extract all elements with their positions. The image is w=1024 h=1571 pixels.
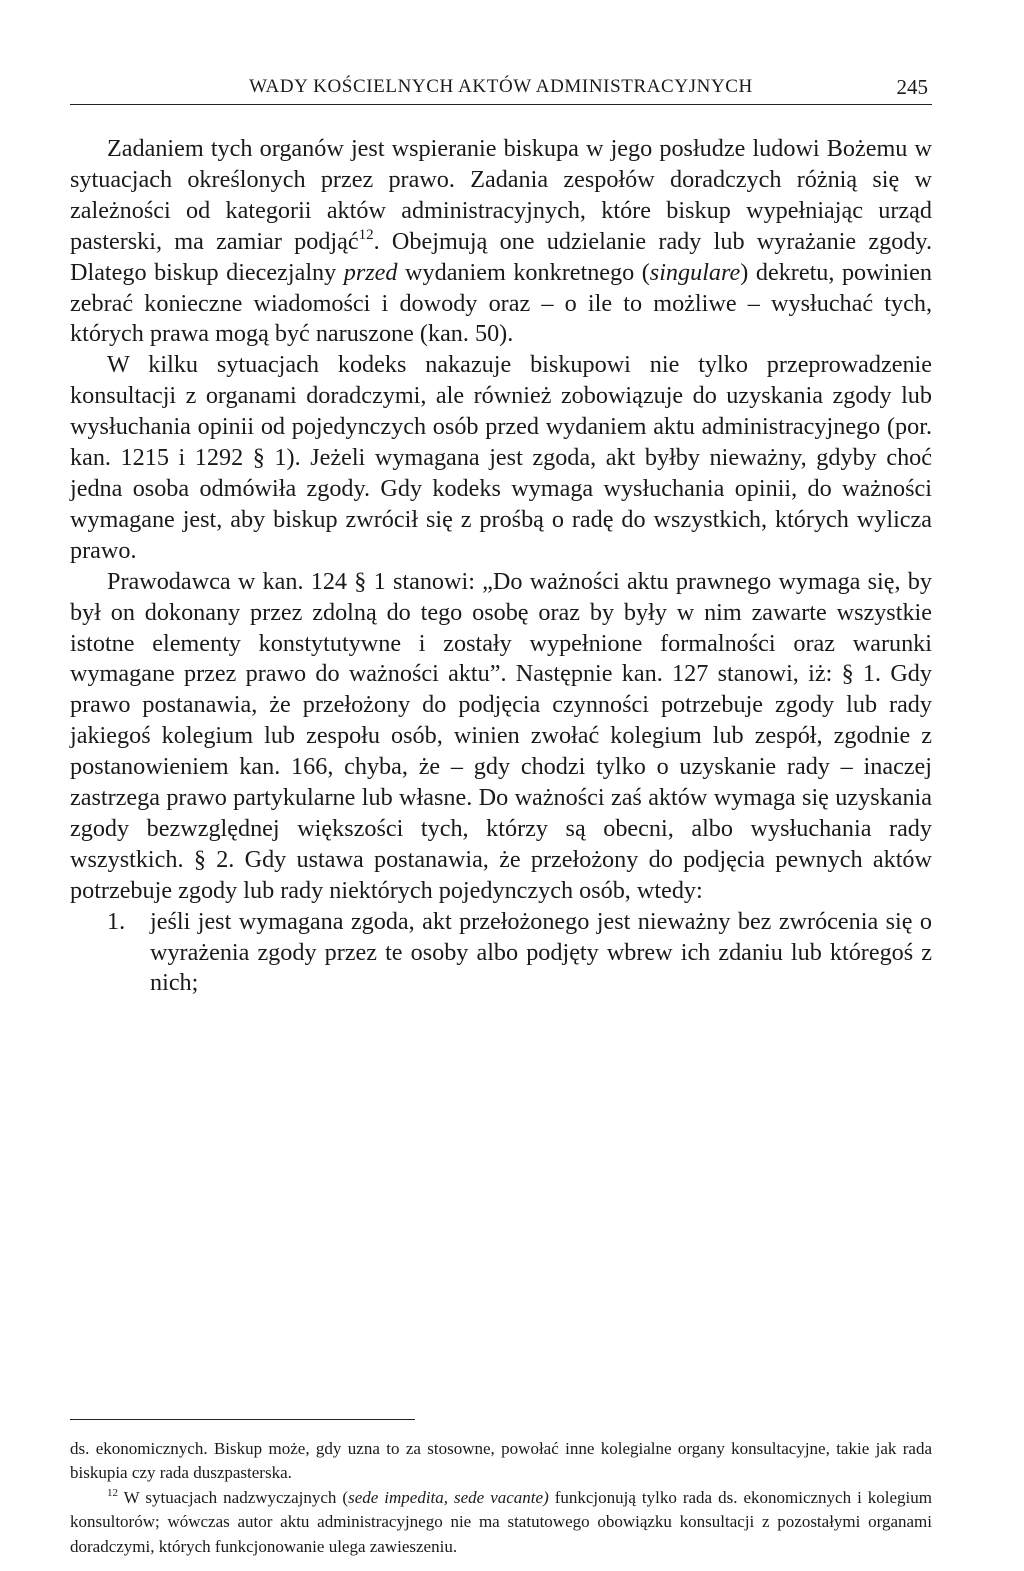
text-run: Zadaniem tych organów jest wspieranie biskupa w jego posłudze ludowi Bożemu w sytuacjach określonych przez prawo. Zadania zespołów doradczych różnią się w zależności od kategorii aktów administracyjnych, które biskup wypełniając urząd pasterski, ma zamiar podjąć <box>70 135 932 255</box>
footnote-continuation: ds. ekonomicznych. Biskup może, gdy uzna to za stosowne, powołać inne kolegialne organy konsultacyjne, takie jak rada biskupia czy rada duszpasterska. <box>70 1439 932 1483</box>
running-title: WADY KOŚCIELNYCH AKTÓW ADMINISTRACYJNYCH <box>249 76 753 97</box>
italic-term-przed: przed <box>343 258 398 286</box>
paragraph-1 <box>70 134 932 350</box>
text-run: funkcjonują tylko rada ds. ekonomicznych i kolegium konsultorów; wówczas autor aktu administracyjnego nie ma statutowego obowiązku konsultacji z pozostałymi organami doradczymi, których funkcjonowanie ulega zawieszeniu. <box>70 1487 933 1556</box>
footnotes <box>70 1437 932 1559</box>
running-head <box>70 74 932 105</box>
italic-terms: sede impedita, sede vacante) <box>348 1487 549 1507</box>
footnote-12 <box>70 1486 932 1559</box>
main-text <box>70 134 932 999</box>
footnote-mark-12: 12 <box>107 1486 118 1499</box>
text-run: . Obejmują one udzielanie rady lub wyrażanie zgody. Dlatego biskup diecezjalny <box>70 227 933 286</box>
footnote-ref-12: 12 <box>358 226 374 243</box>
paragraph-3: Prawodawca w kan. 124 § 1 stanowi: „Do ważności aktu prawnego wymaga się, by był on dokonany przez zdolną do tego osobę oraz by były w nim zawarte wszystkie istotne elementy konstytutywne i zostały wypełnione formalności oraz warunki wymagane przez prawo do ważności aktu”. Następnie kan. 127 stanowi, iż: § 1. Gdy prawo postanawia, że przełożony do podjęcia czynności potrzebuje zgody lub rady jakiegoś kolegium lub zespołu osób, winien zwołać kolegium lub zespół, zgodnie z postanowieniem kan. 166, chyba, że – gdy chodzi tylko o uzyskanie rady – inaczej zastrzega prawo partykularne lub własne. Do ważności zaś aktów wymaga się uzyskania zgody bezwzględnej większości tych, którzy są obecni, albo wysłuchania rady wszystkich. § 2. Gdy ustawa postanawia, że przełożony do podjęcia pewnych aktów potrzebuje zgody lub rady niektórych pojedynczych osób, wtedy: <box>70 567 932 904</box>
text-run: ) dekretu, powinien zebrać konieczne wiadomości i dowody oraz – o ile to możliwe – wysłuchać tych, których prawa mogą być naruszone (kan. 50). <box>70 258 932 348</box>
list-item-1 <box>70 907 932 1000</box>
list-item-text: jeśli jest wymagana zgoda, akt przełożonego jest nieważny bez zwrócenia się o wyrażenia zgody przez te osoby albo podjęty wbrew ich zdaniu lub któregoś z nich; <box>150 907 932 997</box>
paragraph-2: W kilku sytuacjach kodeks nakazuje biskupowi nie tylko przeprowadzenie konsultacji z organami doradczymi, ale również zobowiązuje do uzyskania zgody lub wysłuchania opinii od pojedynczych osób przed wydaniem aktu administracyjnego (por. kan. 1215 i 1292 § 1). Jeżeli wymagana jest zgoda, akt byłby nieważny, gdyby choć jedna osoba odmówiła zgody. Gdy kodeks wymaga wysłuchania opinii, do ważności wymagane jest, aby biskup zwrócił się z prośbą o radę do wszystkich, których wylicza prawo. <box>70 351 932 564</box>
italic-term-singulare: singulare <box>649 258 741 286</box>
text-run: W sytuacjach nadzwyczajnych ( <box>118 1487 349 1507</box>
list-number: 1. <box>107 907 126 935</box>
page-number: 245 <box>896 75 928 99</box>
text-run: wydaniem konkretnego ( <box>397 258 650 286</box>
footnote-separator <box>70 1419 415 1420</box>
